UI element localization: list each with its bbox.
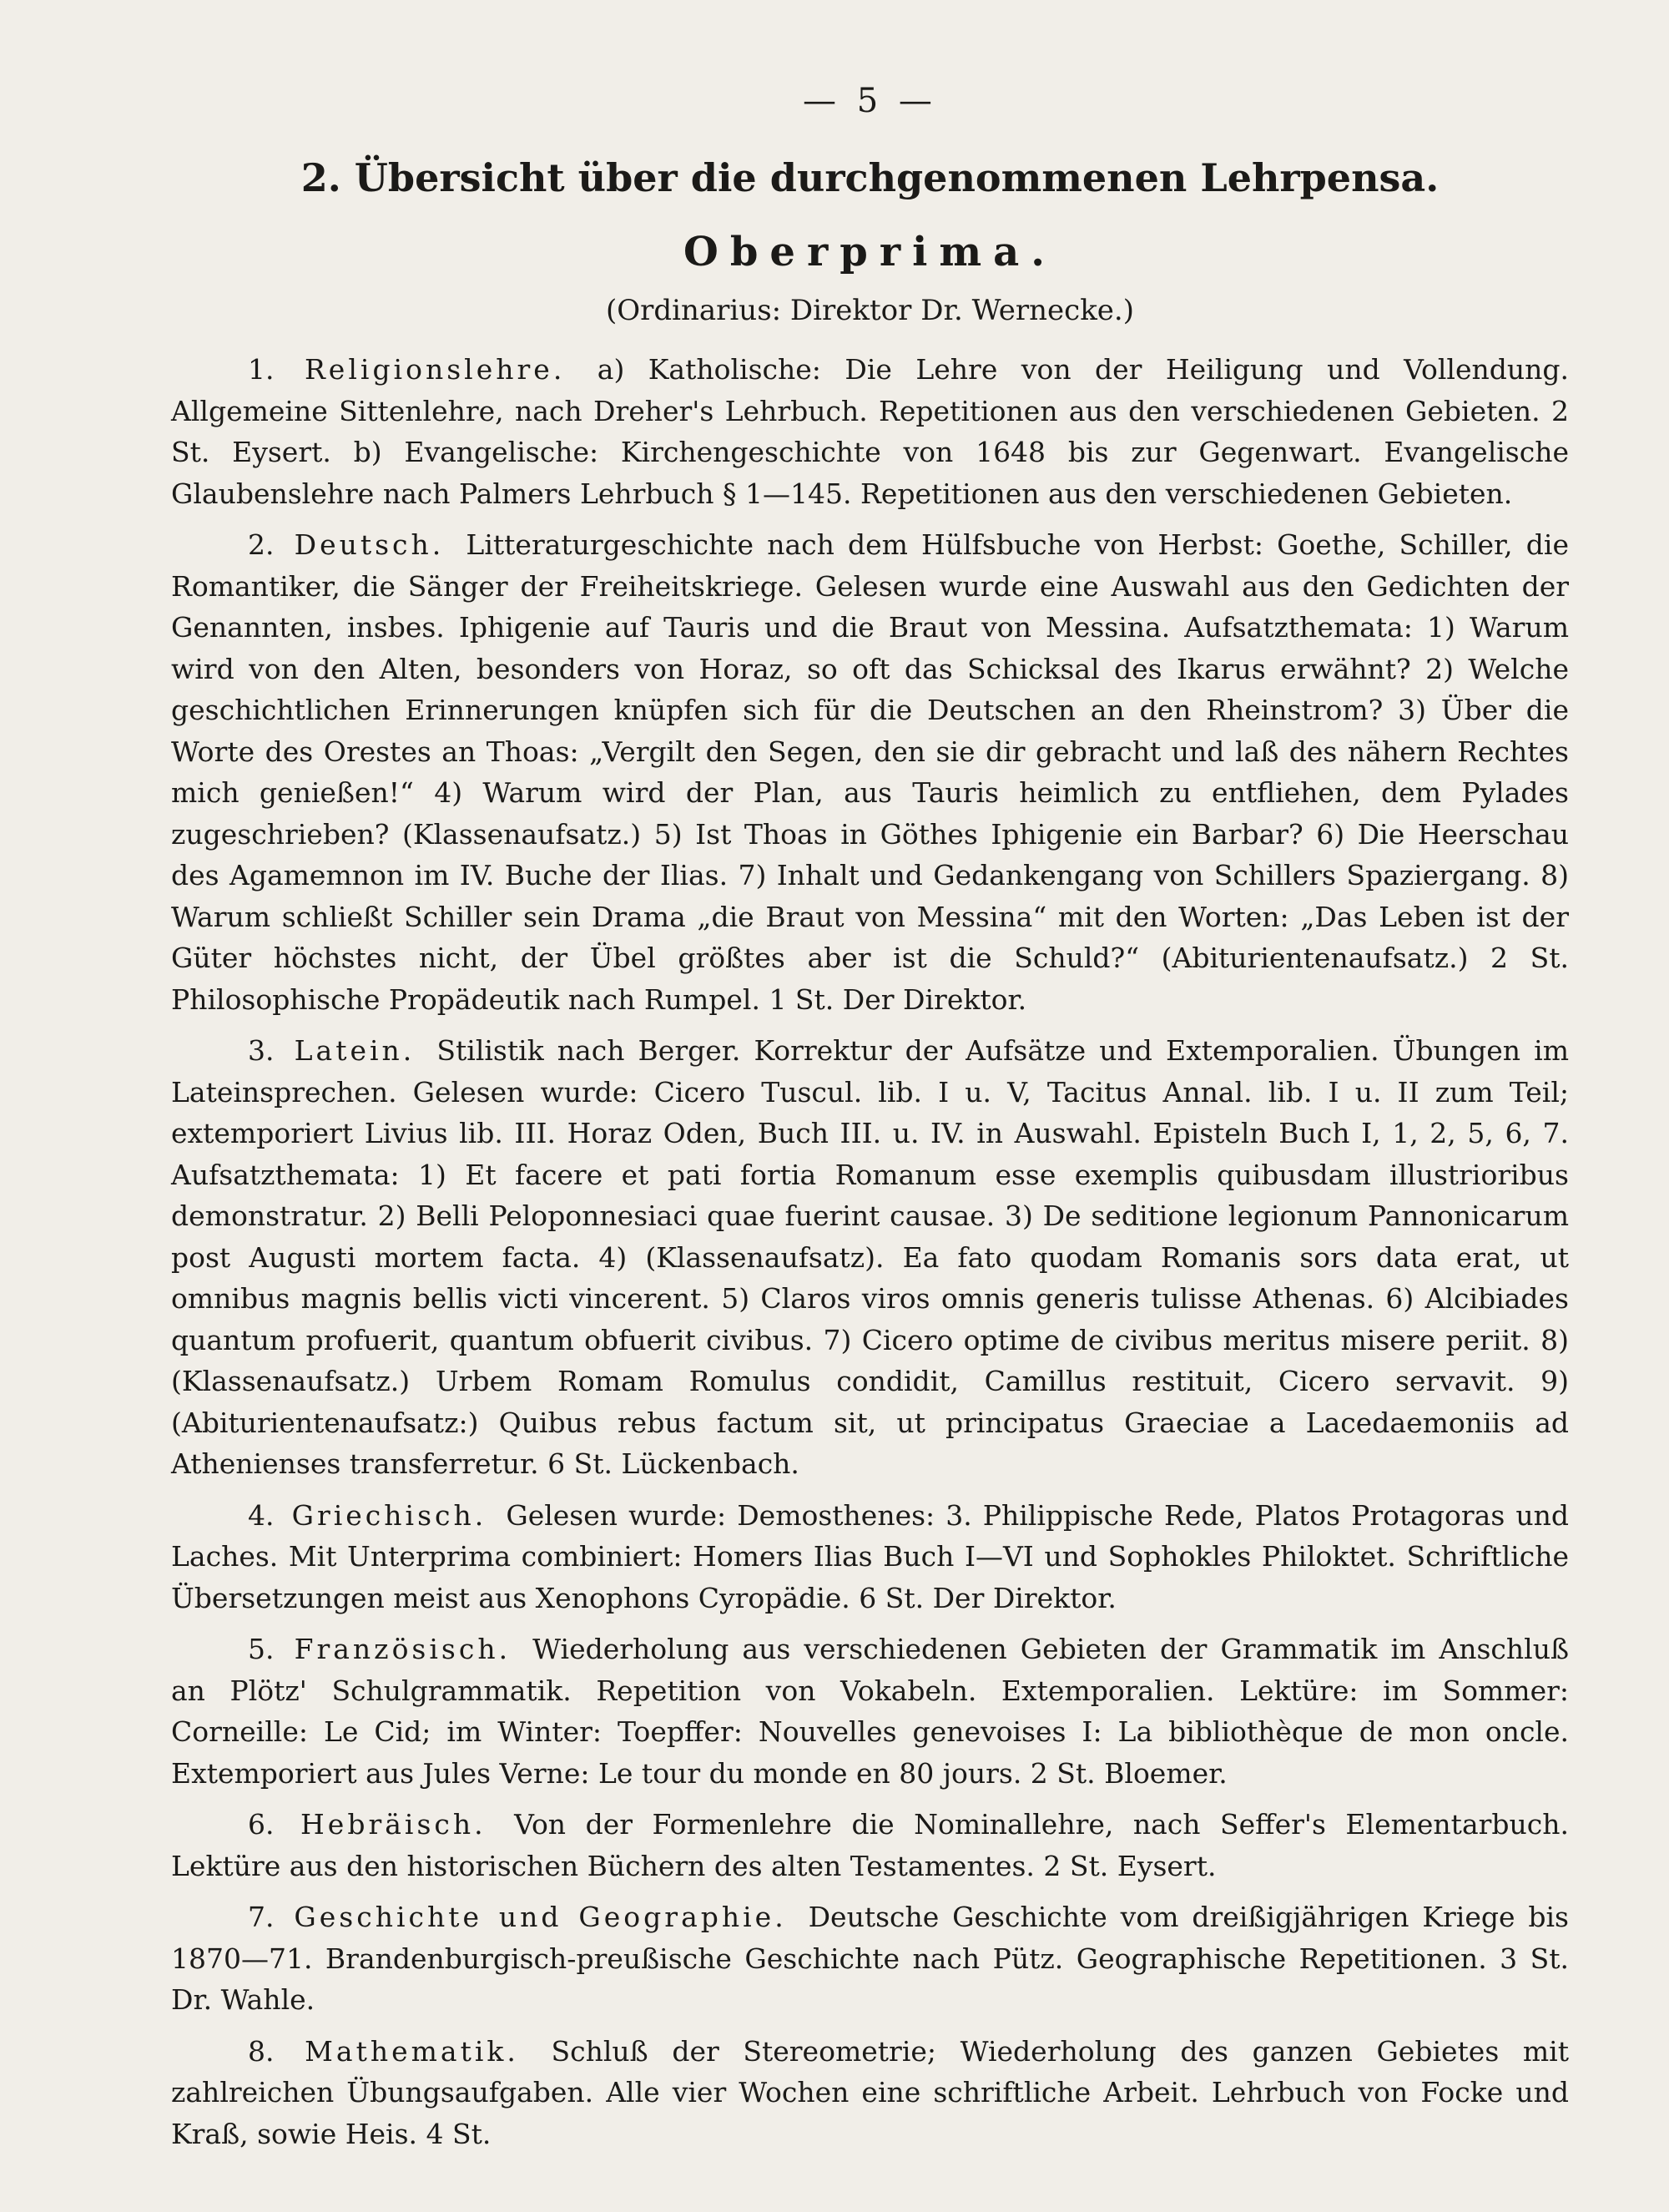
subject-name: Hebräisch. — [300, 1808, 487, 1841]
subject-number: 7. — [248, 1901, 275, 1933]
subject-number: 8. — [248, 2034, 275, 2068]
subject-name: Latein. — [294, 1034, 416, 1067]
subject-french — [171, 1629, 1569, 1794]
subject-number: 4. — [248, 1498, 275, 1532]
ordinarius-line: (Ordinarius: Direktor Dr. Wernecke.) — [605, 294, 1135, 327]
subject-text: Deutsche Geschichte vom dreißigjährigen Kriege bis 1870—71. Brandenburgisch-preußische Geschichte nach Pütz. Geographische Repetitionen. 3 St. Dr. Wahle. — [171, 1901, 1569, 2016]
class-heading: Oberprima. — [683, 229, 1056, 275]
page-content — [171, 82, 1569, 2164]
subject-number: 2. — [248, 528, 275, 561]
subject-text: Wiederholung aus verschiedenen Gebieten der Grammatik im Anschluß an Plötz' Schulgrammatik. Repetition von Vokabeln. Extemporalien. Lektüre: im Sommer: Corneille: Le Cid; im Winter: Toepffer: Nouvelles genevoises I: La bibliothèque de mon oncle. Extemporiert aus Jules Verne: Le tour du monde en 80 jours. 2 St. Bloemer. — [171, 1633, 1569, 1790]
subject-history-geography — [171, 1896, 1569, 2021]
subject-greek — [171, 1495, 1569, 1619]
subject-name: Religionslehre. — [304, 353, 566, 386]
subject-text: Gelesen wurde: Demosthenes: 3. Philippische Rede, Platos Protagoras und Laches. Mit Unterprima combiniert: Homers Ilias Buch I—VI und Sophokles Philoktet. Schriftliche Übersetzungen meist aus Xenophons Cyropädie. 6 St. Der Direktor. — [171, 1498, 1569, 1614]
subject-name: Mathematik. — [305, 2034, 519, 2068]
subject-hebrew — [171, 1804, 1569, 1886]
section-title: 2. Übersicht über die durchgenommenen Lehrpensa. — [300, 155, 1440, 200]
subject-name: Deutsch. — [294, 528, 445, 561]
page-number: — 5 — — [803, 82, 937, 120]
subject-text: Stilistik nach Berger. Korrektur der Aufsätze und Extemporalien. Übungen im Lateinsprechen. Gelesen wurde: Cicero Tuscul. lib. I u. V, Tacitus Annal. lib. I u. II zum Teil; extemporiert Livius lib. III. Horaz Oden, Buch III. u. IV. in Auswahl. Episteln Buch I, 1, 2, 5, 6, 7. Aufsatzthemata: 1) Et facere et pati fortia Romanum esse exemplis quibusdam illustrioribus demonstratur. 2) Belli Peloponnesiaci quae fuerint causae. 3) De seditione legionum Pannonicarum post Augusti mortem facta. 4) (Klassenaufsatz). Ea fato quodam Romanis sors data erat, ut omnibus magnis bellis victi vincerent. 5) Claros viros omnis generis tulisse Athenas. 6) Alcibiades quantum profuerit, quantum obfuerit civibus. 7) Cicero optime de civibus meritus misere periit. 8) (Klassenaufsatz.) Urbem Romam Romulus condidit, Camillus restituit, Cicero servavit. 9) (Abiturientenaufsatz:) Quibus rebus factum sit, ut principatus Graeciae a Lacedaemoniis ad Athenienses transferretur. 6 St. Lückenbach. — [171, 1034, 1569, 1480]
subject-text: Von der Formenlehre die Nominallehre, nach Seffer's Elementarbuch. Lektüre aus den historischen Büchern des alten Testamentes. 2 St. Eysert. — [171, 1808, 1569, 1882]
subject-number: 6. — [248, 1808, 275, 1841]
subject-number: 5. — [248, 1633, 275, 1665]
subject-name: Französisch. — [294, 1633, 512, 1665]
subject-german — [171, 524, 1569, 1020]
subject-text: Litteraturgeschichte nach dem Hülfsbuche von Herbst: Goethe, Schiller, die Romantiker, die Sänger der Freiheitskriege. Gelesen wurde eine Auswahl aus den Gedichten der Genannten, insbes. Iphigenie auf Tauris und die Braut von Messina. Aufsatzthemata: 1) Warum wird von den Alten, besonders von Horaz, so oft das Schicksal des Ikarus erwähnt? 2) Welche geschichtlichen Erinnerungen knüpfen sich für die Deutschen an den Rheinstrom? 3) Über die Worte des Orestes an Thoas: „Vergilt den Segen, den sie dir gebracht und laß des nähern Rechtes mich genießen!“ 4) Warum wird der Plan, aus Tauris heimlich zu entfliehen, dem Pylades zugeschrieben? (Klassenaufsatz.) 5) Ist Thoas in Göthes Iphigenie ein Barbar? 6) Die Heerschau des Agamemnon im IV. Buche der Ilias. 7) Inhalt und Gedankengang von Schillers Spaziergang. 8) Warum schließt Schiller sein Drama „die Braut von Messina“ mit den Worten: „Das Leben ist der Güter höchstes nicht, der Übel größtes aber ist die Schuld?“ (Abiturientenaufsatz.) 2 St. Philosophische Propädeutik nach Rumpel. 1 St. Der Direktor. — [171, 528, 1569, 1016]
subject-text: a) Katholische: Die Lehre von der Heiligung und Vollendung. Allgemeine Sittenlehre, nach Dreher's Lehrbuch. Repetitionen aus den verschiedenen Gebieten. 2 St. Eysert. b) Evangelische: Kirchengeschichte von 1648 bis zur Gegenwart. Evangelische Glaubenslehre nach Palmers Lehrbuch § 1—145. Repetitionen aus den verschiedenen Gebieten. — [171, 353, 1569, 510]
subject-religion — [171, 349, 1569, 514]
subject-text: Schluß der Stereometrie; Wiederholung des ganzen Gebietes mit zahlreichen Übungsaufgaben. Alle vier Wochen eine schriftliche Arbeit. Lehrbuch von Focke und Kraß, sowie Heis. 4 St. — [171, 2034, 1569, 2150]
subject-name: Geschichte und Geographie. — [294, 1901, 787, 1933]
subject-number: 1. — [248, 353, 275, 386]
subject-number: 3. — [248, 1034, 275, 1067]
subject-name: Griechisch. — [291, 1498, 487, 1532]
subject-latin — [171, 1030, 1569, 1485]
subject-mathematics — [171, 2031, 1569, 2155]
